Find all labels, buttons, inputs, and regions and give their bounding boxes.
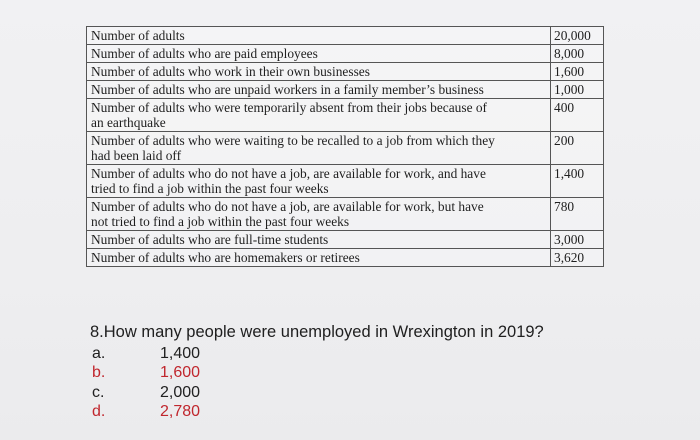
- option-value: 2,000: [160, 383, 201, 401]
- row-label: [87, 198, 551, 231]
- table-row: [87, 45, 604, 63]
- row-value: 1,000: [551, 81, 604, 99]
- option-letter: a.: [92, 344, 106, 362]
- row-label-line: an earthquake: [91, 115, 166, 130]
- table-row: [87, 132, 604, 165]
- table-row: [87, 231, 604, 249]
- table-row: [87, 63, 604, 81]
- row-label-line: Number of adults who are paid employees: [91, 46, 318, 61]
- row-value: 1,600: [551, 63, 604, 81]
- option-value: 1,400: [160, 344, 201, 362]
- row-value: 200: [551, 132, 604, 165]
- row-label: [87, 99, 551, 132]
- row-value: 3,000: [551, 231, 604, 249]
- option-d[interactable]: [92, 403, 200, 423]
- question-text: 8.How many people were unemployed in Wrexington in 2019?: [90, 323, 544, 341]
- table-row: [87, 249, 604, 267]
- row-label-line: Number of adults who are homemakers or retirees: [91, 250, 360, 265]
- row-label-line: Number of adults who are full-time students: [91, 232, 329, 247]
- answer-options: [92, 344, 200, 422]
- option-a[interactable]: [92, 344, 200, 364]
- table-row: [87, 99, 604, 132]
- option-letter: d.: [92, 403, 106, 421]
- option-letter: c.: [92, 383, 105, 401]
- row-value: 400: [551, 99, 604, 132]
- option-letter: b.: [92, 364, 106, 382]
- data-table: [86, 26, 604, 267]
- option-value: 2,780: [160, 403, 201, 421]
- row-label-line: tried to find a job within the past four weeks: [91, 181, 329, 196]
- row-label: [87, 231, 551, 249]
- row-value: 1,400: [551, 165, 604, 198]
- row-label-line: Number of adults who do not have a job, are available for work, and have: [91, 166, 486, 181]
- row-value: 3,620: [551, 249, 604, 267]
- row-label: [87, 45, 551, 63]
- option-b[interactable]: [92, 364, 200, 384]
- option-c[interactable]: [92, 383, 200, 403]
- row-label-line: Number of adults who do not have a job, are available for work, but have: [91, 199, 484, 214]
- row-label: [87, 165, 551, 198]
- row-label-line: Number of adults who were waiting to be recalled to a job from which they: [91, 133, 495, 148]
- row-label-line: Number of adults: [91, 28, 185, 43]
- table-row: [87, 27, 604, 45]
- row-label-line: Number of adults who work in their own businesses: [91, 64, 370, 79]
- row-label-line: Number of adults who are unpaid workers in a family member’s business: [91, 82, 484, 97]
- row-label: [87, 27, 551, 45]
- row-label: [87, 132, 551, 165]
- row-label: [87, 63, 551, 81]
- row-label-line: had been laid off: [91, 148, 182, 163]
- row-label-line: Number of adults who were temporarily absent from their jobs because of: [91, 100, 488, 115]
- row-label: [87, 249, 551, 267]
- row-label: [87, 81, 551, 99]
- table-row: [87, 165, 604, 198]
- row-value: 20,000: [551, 27, 604, 45]
- option-value: 1,600: [160, 364, 201, 382]
- row-value: 780: [551, 198, 604, 231]
- table-row: [87, 198, 604, 231]
- row-label-line: not tried to find a job within the past four weeks: [91, 214, 350, 229]
- row-value: 8,000: [551, 45, 604, 63]
- table-row: [87, 81, 604, 99]
